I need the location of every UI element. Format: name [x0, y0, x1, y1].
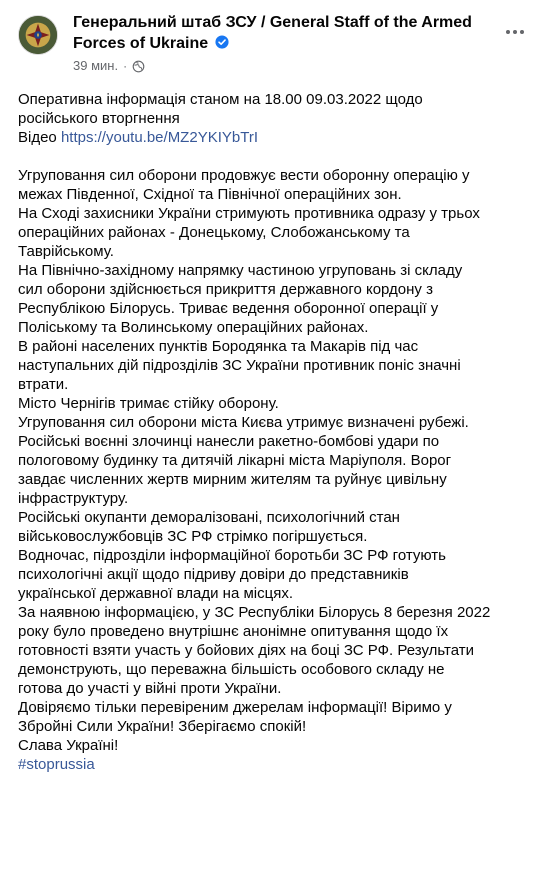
more-dot: [506, 30, 510, 34]
video-link[interactable]: https://youtu.be/MZ2YKIYbTrI: [60, 129, 258, 146]
post-text-line: Республікою Білорусь. Триває ведення оборонної операції у: [18, 300, 439, 317]
general-staff-emblem-icon: [19, 16, 57, 54]
post-text-line: На Сході захисники України стримують противника одразу у трьох: [18, 205, 480, 222]
intro-line: Оперативна інформація станом на 18.00 09.03.2022 щодо: [18, 91, 423, 108]
post-text-line: інфраструктуру.: [18, 490, 129, 507]
post-text-line: В районі населених пунктів Бородянка та Макарів під час: [18, 338, 419, 355]
video-line: [18, 128, 548, 147]
page-name-line1[interactable]: Генеральний штаб ЗСУ / General Staff of the Armed: [73, 14, 472, 31]
post-text-line: Угруповання сил оборони продовжує вести оборонну операцію у: [18, 167, 470, 184]
intro-line: російського вторгнення: [18, 110, 180, 127]
post-text-line: Російські воєнні злочинці нанесли ракетно-бомбові удари по: [18, 433, 440, 450]
post-text-line: Місто Чернігів тримає стійку оборону.: [18, 395, 279, 412]
verified-badge-icon: [215, 35, 229, 49]
post-text-line: пологовому будинку та дитячій лікарні міста Маріуполя. Ворог: [18, 452, 452, 469]
post-timestamp[interactable]: 39 мин.: [73, 58, 119, 73]
post-header: [0, 0, 552, 76]
post-text-line: готова до участі у війні проти України.: [18, 680, 282, 697]
post-text-line: української державної влади на місцях.: [18, 585, 294, 602]
post-body: [18, 90, 548, 774]
hashtag-link[interactable]: #stoprussia: [18, 756, 95, 773]
post-text-line: Збройні Сили України! Зберігаємо спокій!: [18, 718, 307, 735]
page-name[interactable]: [73, 12, 493, 54]
post-text-line: сил оборони здійснюється прикриття державного кордону з: [18, 281, 433, 298]
page-name-line2[interactable]: Forces of Ukraine: [73, 35, 209, 52]
post-text-line: межах Південної, Східної та Північної операційних зон.: [18, 186, 402, 203]
post-meta: [73, 58, 145, 74]
post-text-line: року було проведено внутрішнє анонімне опитування щодо їх: [18, 623, 449, 640]
post-text-line: завдає численних жертв мирним жителям та руйнує цивільну: [18, 471, 447, 488]
post-text-line: Довіряємо тільки перевіреним джерелам інформації! Віримо у: [18, 699, 452, 716]
meta-separator: ·: [123, 59, 128, 73]
video-label: Відео: [18, 129, 61, 146]
page-avatar[interactable]: [18, 15, 58, 55]
post-text-line: готовності взяти участь у бойових діях на боці ЗС РФ. Результати: [18, 642, 474, 659]
post-text-line: Таврійському.: [18, 243, 114, 260]
post-text-line: Поліському та Волинському операційних районах.: [18, 319, 369, 336]
post-text-line: психологічні акції щодо підриву довіри до представників: [18, 566, 409, 583]
more-dot: [513, 30, 517, 34]
post-text-line: На Північно-західному напрямку частиною угруповань зі складу: [18, 262, 463, 279]
post-text-line: За наявною інформацією, у ЗС Республіки Білорусь 8 березня 2022: [18, 604, 491, 621]
post-text-line: наступальних дій підрозділів ЗС України противник поніс значні: [18, 357, 461, 374]
post-content: [18, 166, 548, 755]
post-text-line: Слава Україні!: [18, 737, 119, 754]
post-text-line: демонструють, що переважна більшість особового складу не: [18, 661, 445, 678]
more-dot: [520, 30, 524, 34]
post-text-line: операційних районах - Донецькому, Слобожанському та: [18, 224, 410, 241]
post-text-line: військовослужбовців ЗС РФ стрімко погіршується.: [18, 528, 368, 545]
post-intro: [18, 90, 548, 147]
post-text-line: Російські окупанти деморалізовані, психологічний стан: [18, 509, 400, 526]
globe-icon[interactable]: [132, 60, 145, 73]
post-text-line: Водночас, підрозділи інформаційної боротьби ЗС РФ готують: [18, 547, 446, 564]
post-text-line: Угруповання сил оборони міста Києва утримує визначені рубежі.: [18, 414, 469, 431]
more-options-icon[interactable]: [500, 20, 530, 44]
post-text-line: втрати.: [18, 376, 69, 393]
